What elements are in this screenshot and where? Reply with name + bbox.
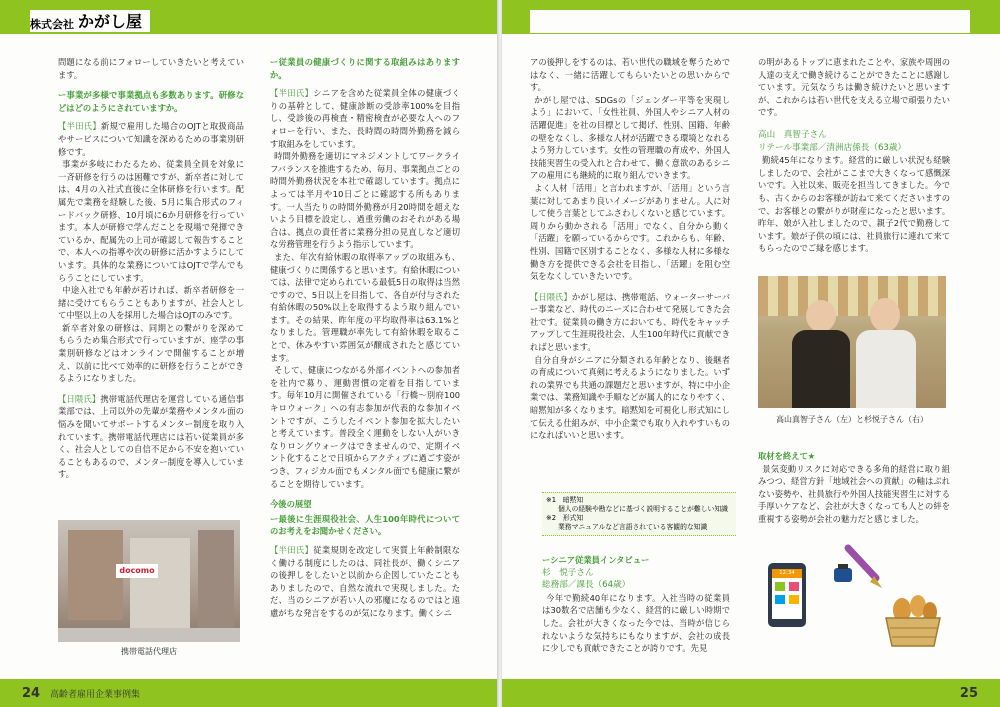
paragraph-text: 従業規則を改定して実質上年齢制限なく働ける制度にしたのは、同社長が、働くシニアの後押しをしたいと以前から企図していたこともありましたので、自然な流れで実現しました。ただ、当のシニアが若い人の邪魔になるのではと遠慮がちな発言をするのが気になります。働くシニ xyxy=(270,544,460,618)
photo-caption: 高山真智子さん（左）と杉悦子さん（右） xyxy=(776,415,928,424)
building-facade xyxy=(68,530,123,620)
interviewee-name: 杉 悦子さん xyxy=(542,567,594,578)
section-heading: 今後の展望 xyxy=(270,499,312,510)
person-body xyxy=(792,330,850,408)
page-number: 24 xyxy=(22,686,41,701)
paragraph: アの後押しをするのは、若い世代の職域を奪うためではなく、一緒に活躍してもらいたいとの思いからです。 xyxy=(530,57,730,93)
paragraph-text: 新規で雇用した場合のOJTと取扱商品やサービスについて知識を深めるための事業別研修です。 xyxy=(58,121,244,157)
store-shelf xyxy=(758,276,946,316)
paragraph xyxy=(270,87,460,150)
speaker-label: 【半田氏】 xyxy=(270,88,314,99)
interview-question: ー最後に生涯現役社会、人生100年時代についてのお考えをお聞かせください。 xyxy=(270,513,460,537)
paragraph: 勤続45年になります。経営的に厳しい状況も経験しましたので、会社がここまで大きくなって感慨深いです。入社以来、販売を担当してきました。今でも、古くからのお客様が訪ねて来てくださいますので、お客様との繋がりが財産になったと思います。昨年、娘が入社しましたので、親子2代で勤務しています。娘が子供の頃には、社員旅行に連れて来てもらったのでご縁を感じます。 xyxy=(758,155,950,254)
paragraph: かがし屋では、SDGsの「ジェンダー平等を実現しよう」において、「女性社員、外国人やシニア人材の活躍促進」を社の目標として掲げ、性別、国籍、年齢の壁をなくし、多様な人材が活躍できる環境となれるよう努力しています。女性の管理職の育成や、外国人技能実習生の受入れと合わせて、働く意欲のあるシニアの雇用にも継続的に取り組んでいきます。 xyxy=(530,94,730,181)
app-icon xyxy=(775,582,785,591)
building-facade xyxy=(130,538,190,633)
store-photo xyxy=(58,520,240,642)
footnote-box xyxy=(542,492,736,536)
section-heading: 取材を終えて★ xyxy=(758,451,816,461)
speaker-label: 【日隈氏】 xyxy=(530,291,572,302)
speaker-label: 【日隈氏】 xyxy=(58,393,101,404)
interview-question: ー従業員の健康づくりに関する取組みはありますか。 xyxy=(270,57,460,80)
right-page xyxy=(502,0,1000,707)
app-icon xyxy=(775,595,785,604)
person-face xyxy=(870,298,900,332)
header-rule xyxy=(30,33,470,34)
footnote-definition: 業務マニュアルなど言語されている客観的な知識 xyxy=(558,523,708,531)
paragraph: 事業が多岐にわたるため、従業員全員を対象に一斉研修を行うのは困難ですが、新卒者に対しては、4月の入社式直後に全体研修を行います。配属先で業務を経験した後、5月に集合形式のフィードバック研修、10月頃に6か月研修を行っています。本人が研修で学んだことを現場で発揮できているか、配属先の上司が確認して報告することで、本人への指導や次の研修に活かすようにしています。具体的な業務についてはOJTで学んでもらうことにしています。 xyxy=(58,159,244,283)
paragraph: 自分自身がシニアに分類される年齢となり、後継者の育成について真剣に考えるようになりました。いずれの業界でも共通の課題だと思いますが、特に中小企業では、業務知識や手順などが属人的になりやすく、暗黙知が多くなります。暗黙知を可視化し形式知にして伝える仕組みが、中小企業でも取り入れやすいものになればいいと思います。 xyxy=(530,354,730,441)
header-rule xyxy=(530,33,970,34)
app-icon xyxy=(789,595,799,604)
header-band xyxy=(530,10,970,33)
page-header xyxy=(30,10,150,32)
paragraph: 新卒者対象の研修は、同期との繋がりを深めてもらうため集合形式で行っていますが、座学の事業別研修などはオンラインで開催することが増え、以前に比べて効率的に研修を行うことができるようになりました。 xyxy=(58,322,244,384)
docomo-sign: docomo xyxy=(116,564,158,578)
phone-clock: 12:34 xyxy=(772,569,802,578)
paragraph: 問題になる前にフォローしていきたいと考えています。 xyxy=(58,57,244,80)
sidewalk xyxy=(58,628,240,642)
company-prefix: 株式会社 xyxy=(30,18,74,31)
paragraph xyxy=(270,544,460,620)
paragraph: 今年で勤続40年になります。入社当時の従業員は30数名で店舗も少なく、経営的に厳しい時期でした。会社が大きくなった今では、当時が信じられないような気持ちにもなりますが、会社の成長に少しでも貢献できたことが誇りです。先見 xyxy=(542,592,730,654)
person-body xyxy=(856,330,916,408)
paragraph xyxy=(530,291,730,354)
staff-photo xyxy=(758,276,946,408)
fountain-pen-icon xyxy=(828,542,884,590)
column-3-interview xyxy=(542,554,730,655)
bread-basket-icon xyxy=(882,594,944,648)
footnote-definition: 個人の経験や勘などに基づく説明することが難しい知識 xyxy=(558,505,728,513)
column-2 xyxy=(270,56,460,620)
paragraph xyxy=(58,120,244,158)
section-heading: ーシニア従業員インタビュー xyxy=(542,555,650,565)
paragraph-text: かがし屋は、携帯電話、ウォーターサーバー事業など、時代のニーズに合わせて発展してきた会社です。従業員の働き方においても、時代をキャッチアップして生涯現役社会、人生100年時代に貢献できればと思います。 xyxy=(530,291,730,353)
footnote-term: ※1 暗黙知 xyxy=(546,496,584,504)
paragraph: 景気変動リスクに対応できる多角的経営に取り組みつつ、経営方針「地域社会への貢献」の軸はぶれない姿勢や、社員旅行や外国人技能実習生に対する手厚いケアなど、会社が大きくなっても人との絆を重視する姿勢が会社の魅力だと感じました。 xyxy=(758,463,950,524)
building-facade xyxy=(198,530,234,634)
interview-question: ー事業が多様で事業拠点も多数あります。研修などはどのようにされていますか。 xyxy=(58,90,244,113)
paragraph xyxy=(58,393,244,481)
interviewee-name: 高山 真智子さん xyxy=(758,129,827,140)
interviewee-role: 総務部／課長（64歳） xyxy=(542,580,631,591)
smartphone-icon xyxy=(768,563,806,627)
speaker-label: 【半田氏】 xyxy=(270,544,314,555)
company-name: かがし屋 xyxy=(78,12,143,31)
photo-caption: 携帯電話代理店 xyxy=(121,647,177,656)
paragraph: また、年次有給休暇の取得率アップの取組みも、健康づくりに関係すると思います。有給休暇については、法律で定められている最低5日の取得は当然ですので、5日以上を目指して、各自が付与された有給休暇の50%以上を取得するよう取り組んでいます。その結果、昨年度の平均取得率は63.1%となりました。管理職が率先して有給休暇を取ることで、休みやすい雰囲気が醸成されたと感じています。 xyxy=(270,251,461,363)
column-1 xyxy=(58,56,244,481)
paragraph-text: シニアを含めた従業員全体の健康づくりの基幹として、健康診断の受診率100%を目指し、受診後の再検査・精密検査が必要な人へのフォローを行い、また、長時間の時間外勤務を減らす取組みをしています。 xyxy=(270,88,460,149)
phone-screen xyxy=(772,569,802,619)
publication-title: 高齢者雇用企業事例集 xyxy=(50,690,141,700)
column-4 xyxy=(758,56,950,255)
person-face xyxy=(806,300,836,332)
paragraph: そして、健康につながる外部イベントへの参加者を社内で募り、運動習慣の定着を目指しています。毎年10月に開催されている「行橋～別府100キロウォーク」への有志参加が代表的な参加イベントですが、こうしたイベント参加を拡大したいと考えています。普段全く運動をしない人がいきなりロングウォークはできませんので、定期イベント化することで日頃からアクティブに過ごす姿がつき、フィジカル面でもメンタル面でも健康に繋がることを期待しています。 xyxy=(270,365,460,489)
left-page xyxy=(0,0,498,707)
paragraph: 時間外勤務を適切にマネジメントしてワークライフバランスを推進するため、毎月、事業拠点ごとの時間外勤務状況を本社で確認しています。拠点によっては半月や10日ごとに確認する所もあります。一人当たりの時間外勤務が月20時間を超えないよう目標を設定し、過重労働のおそれがある場合は、拠点の責任者に業務分担の見直しなど適切な労務管理を行うよう指示しています。 xyxy=(270,151,460,250)
speaker-label: 【半田氏】 xyxy=(58,121,101,132)
interviewee-role: リテール事業部／清洲店係長（63歳） xyxy=(758,142,907,153)
paragraph: 中途入社でも年齢が若ければ、新卒者研修を一緒に受けてもらうこともありますが、社会人として中堅以上の人を採用した場合はOJTのみです。 xyxy=(58,285,244,321)
app-icon xyxy=(789,582,799,591)
footer-bar xyxy=(502,679,1000,707)
paragraph-text: 携帯電話代理店を運営している通信事業部では、上司以外の先輩が業務やメンタル面の悩みを聞いてサポートするメンター制度を取り入れています。携帯電話代理店には若い従業員が多く、社会人としての自信不足から不安を抱いていることもあるので、メンター制度を導入しています。 xyxy=(58,393,244,480)
footnote-term: ※2 形式知 xyxy=(546,514,584,522)
page-number: 25 xyxy=(959,686,978,701)
column-3 xyxy=(530,56,730,442)
paragraph: よく人材「活用」と言われますが、「活用」という言葉に対してあまり良いイメージがありません。人に対して使う言葉としてふさわしくないと感じています。周りから動かされる「活用」でなく、自分から動く「活躍」を願っているからです。これからも、年齢、性別、国籍で区別することなく、多様な人材に多様な働き方を提供できる会社を目指し、「活躍」を阻む空気をなくしていきたいです。 xyxy=(530,182,730,282)
paragraph: の明があるトップに恵まれたことや、家族や周囲の人達の支えで働き続けることができたことに感謝しています。元気なうちは働き続けたいと思いますが、これからは若い世代を支える立場で頑張りたいです。 xyxy=(758,57,950,118)
column-4-closing xyxy=(758,450,950,526)
